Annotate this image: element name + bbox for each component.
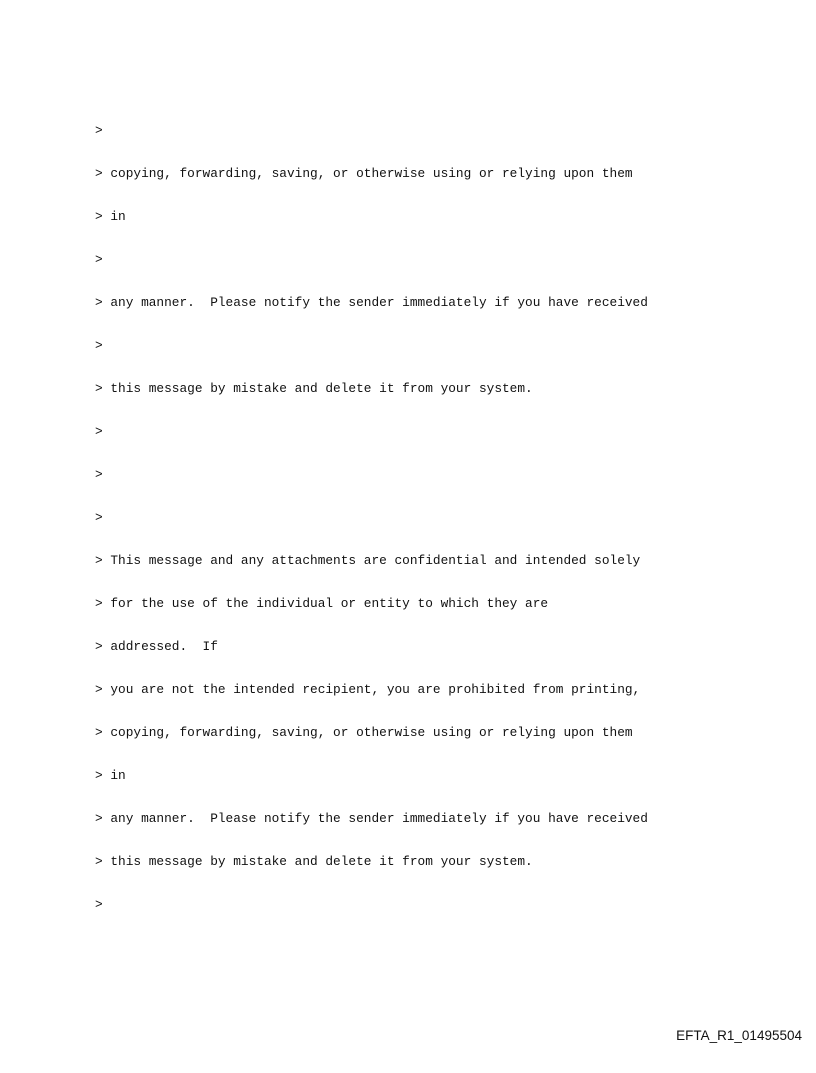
quoted-email-body	[95, 95, 648, 927]
quoted-line: > copying, forwarding, saving, or otherwise using or relying upon them	[95, 725, 633, 741]
quoted-line: > this message by mistake and delete it from your system.	[95, 854, 533, 870]
bates-number: EFTA_R1_01495504	[676, 1028, 802, 1043]
quoted-line: >	[95, 509, 103, 525]
quoted-line: >	[95, 423, 103, 439]
quoted-line: > for the use of the individual or entity to which they are	[95, 596, 549, 612]
quoted-line: > any manner. Please notify the sender immediately if you have received	[95, 294, 648, 310]
quoted-line: >	[95, 122, 103, 138]
quoted-line: > you are not the intended recipient, you are prohibited from printing,	[95, 682, 641, 698]
quoted-line: > any manner. Please notify the sender immediately if you have received	[95, 811, 648, 827]
quoted-line: >	[95, 897, 103, 913]
quoted-line: > in	[95, 208, 126, 224]
quoted-line: >	[95, 251, 103, 267]
quoted-line: >	[95, 337, 103, 353]
quoted-line: > addressed. If	[95, 639, 218, 655]
quoted-line: > This message and any attachments are confidential and intended solely	[95, 553, 641, 568]
quoted-line: > this message by mistake and delete it from your system.	[95, 380, 533, 396]
quoted-line: > copying, forwarding, saving, or otherwise using or relying upon them	[95, 165, 633, 181]
quoted-line: >	[95, 466, 103, 482]
quoted-line: > in	[95, 768, 126, 784]
